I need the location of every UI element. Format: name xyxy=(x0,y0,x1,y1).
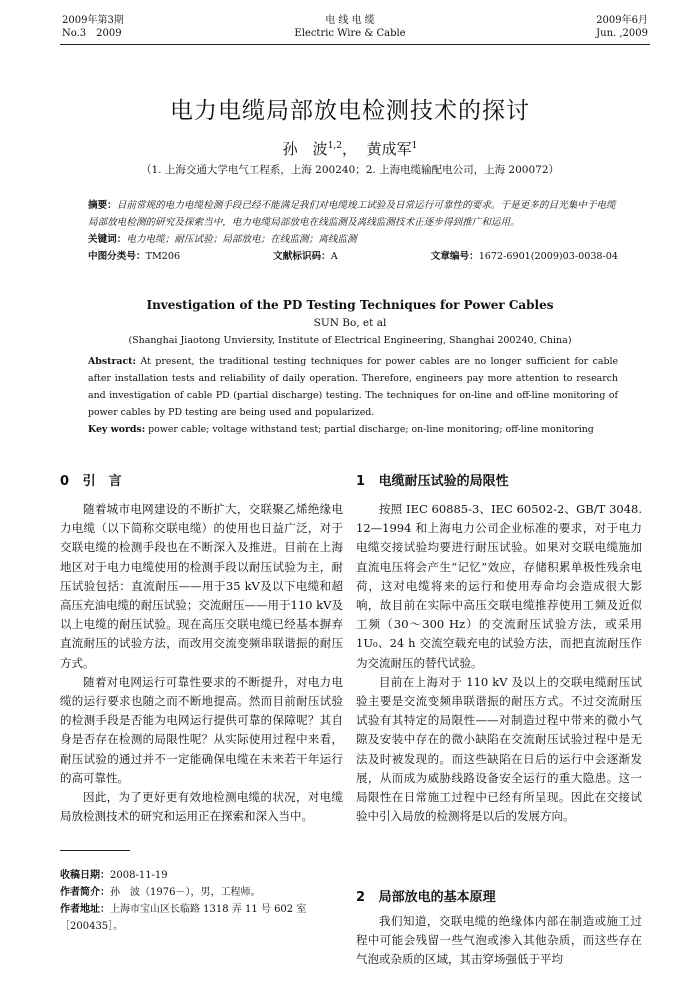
section-1-number: 1 xyxy=(356,474,366,489)
section-0-heading xyxy=(60,470,122,489)
intro-paragraph-3: 因此，为了更好更有效地检测电缆的状况，对电缆局放检测技术的研究和运用正在探索和深入当中。 xyxy=(60,790,343,824)
doc-value: A xyxy=(330,251,338,262)
bio-text: 孙 波（1976－），男，工程师。 xyxy=(110,887,261,898)
section-1-heading xyxy=(356,470,509,489)
bio-label: 作者简介： xyxy=(60,887,110,898)
author-2: 黄成军 xyxy=(366,140,412,158)
header-date-cn: 2009年6月 xyxy=(596,15,648,26)
abstract-cn-label: 摘要： xyxy=(88,200,117,211)
doc-code xyxy=(273,248,338,265)
keywords-cn xyxy=(88,231,618,248)
footnote-received xyxy=(60,867,343,884)
abstract-cn-body xyxy=(88,197,618,231)
header-rule xyxy=(60,44,650,45)
abstract-cn-text: 目前常规的电力电缆检测手段已经不能满足我们对电缆竣工试验及日常运行可靠性的要求。于是更多的目光集中于电缆局部放电检测的研究及探索当中，电力电缆局部放电在线监测及离线监测技术正逐步得到推广和运用。 xyxy=(88,200,616,228)
intro-paragraph-2: 随着对电网运行可靠性要求的不断提升，对电力电缆的运行要求也随之而不断地提高。然而目前耐压试验的检测手段是否能为电网运行提供可靠的保障呢？其自身是否存在检测的局限性呢？从实际使用过程中来看，耐压试验的通过并不一定能确保电缆在未来若干年运行的高可靠性。 xyxy=(60,674,343,785)
header-issue-cn: 2009年第3期 xyxy=(62,15,124,26)
section-2-paragraph-1: 我们知道，交联电缆的绝缘体内部在制造或施工过程中可能会残留一些气泡或渗入其他杂质，而这些存在气泡或杂质的区域，其击穿场强低于平均 xyxy=(356,914,642,967)
author-1: 孙 波 xyxy=(282,140,328,158)
english-authors: SUN Bo, et al xyxy=(313,317,387,329)
keywords-en-text: power cable; voltage withstand test; partial discharge; on-line monitoring; off-line monitoring xyxy=(145,424,594,435)
section-1-paragraph-1: 按照 IEC 60885-3、IEC 60502-2、GB/T 3048. 12—1994 和上海电力公司企业标准的要求，对于电力电缆交接试验均要进行耐压试验。如果对交联电缆施加直流电压将会产生“记忆”效应，存储积累单极性残余电荷，这对电缆将来的运行和使用寿命均会造成很大影响，故目前在实际中高压交联电缆推荐使用工频及近似工频（30～300 Hz）的交流耐压试验方法，或采用 1U₀、24 h 交流空载充电的试验方法，而把直流耐压作为交流耐压的替代试验。 xyxy=(356,502,642,670)
header-date-en: Jun. ,2009 xyxy=(596,28,648,39)
abstract-en-body xyxy=(88,353,618,421)
intro-paragraph-1: 随着城市电网建设的不断扩大，交联聚乙烯绝缘电力电缆（以下简称交联电缆）的使用也日益广泛，对于交联电缆的检测手段也在不断深入及推进。目前在上海地区对于电力电缆使用的检测手段以耐压试验为主，耐压试验包括：直流耐压——用于35 kV及以下电缆和超高压充油电缆的耐压试验；交流耐压——用于110 kV及以上电缆的耐压试验。现在高压交联电缆已经基本摒弃直流耐压的试验方法，而改用交流变频串联谐振的耐压方式。 xyxy=(60,502,343,670)
footnotes xyxy=(60,867,343,935)
abstract-en xyxy=(88,353,618,438)
section-2-title: 局部放电的基本原理 xyxy=(378,890,496,905)
header-date xyxy=(596,14,648,40)
article-number xyxy=(431,248,618,265)
received-date: 2008-11-19 xyxy=(110,870,168,881)
address-text: 上海市宝山区长临路 1318 弄 11 号 602 室［200435］。 xyxy=(60,904,307,932)
received-label: 收稿日期： xyxy=(60,870,110,881)
abstract-en-text: At present, the traditional testing techniques for power cables are no longer sufficient for cable after installation tests and reliability of daily operation. Therefore, engineers pay more attention to research and investigation of cable PD (partial discharge) testing. The techniques for on-line and off-line monitoring of power cables by PD testing are being used and popularized. xyxy=(88,356,618,418)
keywords-en xyxy=(88,421,618,438)
clc-label: 中图分类号： xyxy=(88,251,146,262)
keywords-en-label: Key words: xyxy=(88,424,146,435)
english-affiliation: (Shanghai Jiaotong Unviersity, Institute of Electrical Engineering, Shanghai 200240, China) xyxy=(128,335,572,346)
section-0-number: 0 xyxy=(60,474,70,489)
affiliation: （1. 上海交通大学电气工程系，上海 200240；2. 上海电缆输配电公司，上海 200072） xyxy=(140,164,560,176)
section-1-body xyxy=(356,500,642,826)
abstract-en-label: Abstract: xyxy=(88,356,136,367)
footnote-rule xyxy=(60,850,130,851)
author-2-sup: 1 xyxy=(411,141,418,151)
header-journal xyxy=(0,14,700,40)
clc-value: TM206 xyxy=(145,251,181,262)
footnote-bio xyxy=(60,884,343,901)
paper-title: 电力电缆局部放电检测技术的探讨 xyxy=(170,98,530,124)
author-1-sup: 1,2 xyxy=(327,141,343,151)
header-issue-en: No.3 2009 xyxy=(62,28,122,39)
clc-number xyxy=(88,248,180,265)
paper-authors xyxy=(0,138,700,159)
section-1-title: 电缆耐压试验的局限性 xyxy=(378,474,509,489)
header-journal-cn: 电 线 电 缆 xyxy=(325,15,375,26)
header-journal-en: Electric Wire & Cable xyxy=(294,28,406,39)
section-2-number: 2 xyxy=(356,890,366,905)
doc-label: 文献标识码： xyxy=(273,251,331,262)
classification-line xyxy=(88,248,618,265)
left-column-body xyxy=(60,500,343,826)
article-label: 文章编号： xyxy=(430,251,479,262)
abstract-cn xyxy=(88,197,618,265)
section-1-paragraph-2: 目前在上海对于 110 kV 及以上的交联电缆耐压试验主要是交流变频串联谐振的耐压方式。不过交流耐压试验有其特定的局限性——对制造过程中带来的微小气隙及安装中存在的微小缺陷在交流耐压试验过程中是无法及时被发现的。而这些缺陷在日后的运行中会逐渐发展，从而成为威胁线路设备安全运行的重大隐患。这一局限性在日常施工过程中已经有所呈现。因此在交接试验中引入局放的检测将是以后的发展方向。 xyxy=(356,674,642,824)
footnote-address xyxy=(60,901,343,935)
keywords-cn-text: 电力电缆；耐压试验；局部放电；在线监测；离线监测 xyxy=(126,234,357,245)
address-label: 作者地址： xyxy=(60,904,110,915)
author-sep: ， xyxy=(342,140,358,158)
article-value: 1672-6901(2009)03-0038-04 xyxy=(478,251,618,262)
section-0-title: 引 言 xyxy=(82,474,122,489)
section-2-body xyxy=(356,912,642,970)
english-title: Investigation of the PD Testing Techniques for Power Cables xyxy=(146,298,554,312)
keywords-cn-label: 关键词： xyxy=(88,234,127,245)
section-2-heading xyxy=(356,886,496,905)
